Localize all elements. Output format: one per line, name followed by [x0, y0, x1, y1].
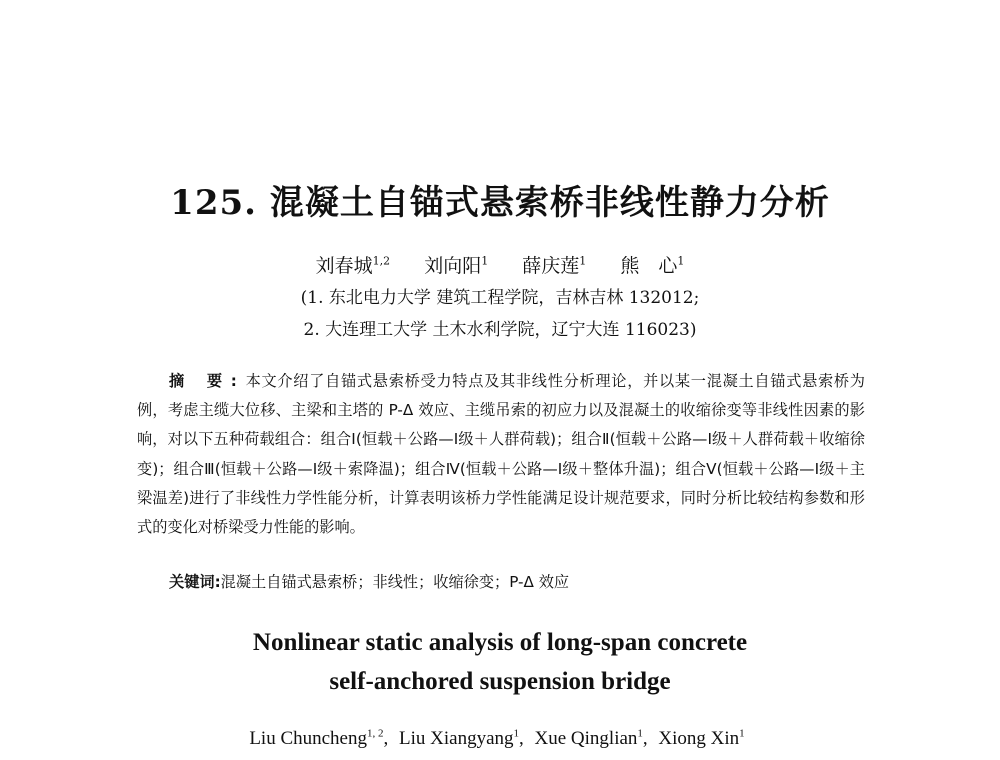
- abstract-text: 本文介绍了自锚式悬索桥受力特点及其非线性分析理论，并以某一混凝土自锚式悬索桥为例，考虑主缆大位移、主梁和主塔的 P-Δ 效应、主缆吊索的初应力以及混凝土的收缩徐变等非线性因素的影响，对以下五种荷载组合：组合Ⅰ(恒载＋公路—Ⅰ级＋人群荷载)；组合Ⅱ(恒载＋公路—Ⅰ级＋人群荷载＋收缩徐变)；组合Ⅲ(恒载＋公路—Ⅰ级＋索降温)；组合Ⅳ(恒载＋公路—Ⅰ级＋整体升温)；组合Ⅴ(恒载＋公路—Ⅰ级＋主梁温差)进行了非线性力学性能分析，计算表明该桥力学性能满足设计规范要求，同时分析比较结构参数和形式的变化对桥梁受力性能的影响。: [137, 372, 865, 537]
- author-1: [316, 253, 391, 279]
- english-author-4: [658, 728, 750, 749]
- english-author-affiliation-mark: 1, 2: [367, 727, 384, 740]
- author-affiliation-mark: 1: [579, 254, 587, 268]
- english-author-affiliation-mark: 1: [513, 727, 520, 740]
- affiliation-1: (1. 东北电力大学 建筑工程学院，吉林吉林 132012;: [300, 288, 700, 308]
- paper-title: 125. 混凝土自锚式悬索桥非线性静力分析: [170, 183, 830, 223]
- english-author-name: Liu Xiangyang: [399, 728, 514, 749]
- english-author-3: [535, 728, 654, 749]
- keywords-text: 混凝土自锚式悬索桥；非线性；收缩徐变；P-Δ 效应: [220, 573, 570, 591]
- english-author-affiliation-mark: 1: [637, 727, 643, 740]
- author-affiliation-mark: 1: [481, 254, 489, 268]
- author-separator: ,: [642, 728, 648, 749]
- keywords: [169, 570, 869, 594]
- abstract: [137, 367, 865, 542]
- author-affiliation-mark: 1: [677, 254, 685, 268]
- english-author-name: Xue Qinglian: [534, 728, 638, 749]
- english-title-line-2: self-anchored suspension bridge: [329, 668, 671, 695]
- english-author-2: [399, 728, 530, 749]
- author-name: 刘向阳: [424, 255, 482, 277]
- english-author-affiliation-mark: 1: [739, 727, 745, 740]
- abstract-label: 摘 要:: [169, 372, 245, 390]
- author-2: [424, 253, 488, 279]
- author-4: [620, 253, 684, 279]
- author-separator: ,: [519, 728, 524, 749]
- author-name: 刘春城: [315, 255, 373, 277]
- author-name: 熊 心: [620, 255, 678, 277]
- english-author-1: [249, 728, 394, 749]
- keywords-label: 关键词:: [169, 573, 221, 591]
- author-affiliation-mark: 1,2: [372, 254, 391, 268]
- author-3: [522, 253, 586, 279]
- english-author-name: Xiong Xin: [658, 728, 740, 749]
- english-author-list: [0, 726, 1000, 752]
- author-name: 薛庆莲: [522, 255, 580, 277]
- affiliation-2: 2. 大连理工大学 土木水利学院，辽宁大连 116023): [303, 320, 697, 340]
- author-separator: ,: [383, 728, 389, 749]
- english-title-line-1: Nonlinear static analysis of long-span concrete: [252, 629, 748, 656]
- english-author-name: Liu Chuncheng: [249, 728, 367, 749]
- author-list: [0, 253, 1000, 279]
